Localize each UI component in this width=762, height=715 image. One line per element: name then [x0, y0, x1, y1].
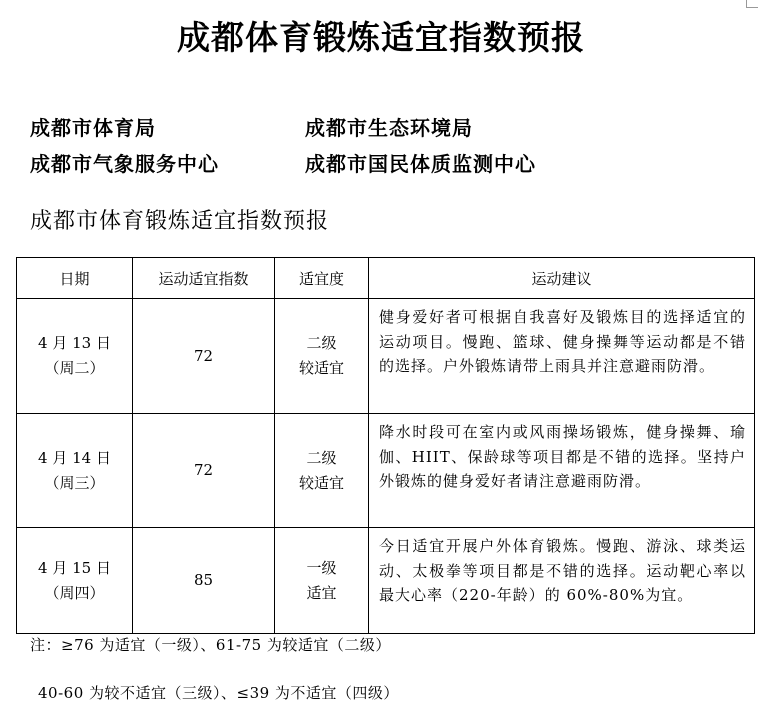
- advice-cell: 今日适宜开展户外体育锻炼。慢跑、游泳、球类运动、太极拳等项目都是不错的选择。运动靶心率以最大心率（220-年龄）的 60%-80%为宜。: [369, 528, 755, 634]
- page-title: 成都体育锻炼适宜指数预报: [177, 18, 585, 57]
- grade-text: 一级: [306, 558, 337, 577]
- level-cell: [275, 528, 369, 634]
- table-row: [17, 299, 755, 414]
- level-text: 较适宜: [298, 473, 344, 492]
- header-advice: 运动建议: [369, 258, 755, 299]
- advice-cell: 降水时段可在室内或风雨操场锻炼，健身操舞、瑜伽、HIIT、保龄球等项目都是不错的选择。坚持户外锻炼的健身爱好者请注意避雨防滑。: [369, 414, 755, 528]
- org-meteorology-center: 成都市气象服务中心: [30, 152, 219, 176]
- table-row: [17, 414, 755, 528]
- table-caption: 成都市体育锻炼适宜指数预报: [30, 209, 330, 234]
- org-ecology-bureau: 成都市生态环境局: [305, 116, 473, 140]
- note-line-2: 40-60 为较不适宜（三级）、≤39 为不适宜（四级）: [38, 684, 399, 702]
- header-index: 运动适宜指数: [133, 258, 275, 299]
- table-row: [17, 528, 755, 634]
- header-level: 适宜度: [275, 258, 369, 299]
- date-text: 4 月 15 日: [38, 558, 111, 577]
- date-text: 4 月 14 日: [38, 448, 111, 467]
- level-text: 较适宜: [298, 359, 344, 377]
- index-cell: 85: [133, 528, 275, 634]
- level-cell: [275, 414, 369, 528]
- header-date: 日期: [17, 258, 133, 299]
- level-cell: [275, 299, 369, 414]
- advice-cell: 健身爱好者可根据自我喜好及锻炼目的选择适宜的运动项目。慢跑、篮球、健身操舞等运动都是不错的选择。户外锻炼请带上雨具并注意避雨防滑。: [369, 299, 755, 414]
- org-sports-bureau: 成都市体育局: [30, 116, 156, 140]
- page-corner-mark: [746, 0, 758, 8]
- index-cell: 72: [133, 299, 275, 414]
- grade-text: 二级: [306, 448, 337, 467]
- grade-text: 二级: [306, 334, 337, 352]
- note-line-1: 注：≥76 为适宜（一级）、61-75 为较适宜（二级）: [30, 636, 391, 654]
- index-cell: 72: [133, 414, 275, 528]
- date-cell: [17, 528, 133, 634]
- date-cell: [17, 414, 133, 528]
- date-text: 4 月 13 日: [38, 334, 111, 352]
- forecast-table: [16, 257, 755, 634]
- weekday-text: （周三）: [44, 473, 105, 492]
- weekday-text: （周四）: [44, 583, 105, 602]
- org-fitness-monitoring-center: 成都市国民体质监测中心: [305, 152, 536, 176]
- date-cell: [17, 299, 133, 414]
- level-text: 适宜: [306, 583, 337, 602]
- table-header-row: [17, 258, 755, 299]
- weekday-text: （周二）: [44, 359, 105, 377]
